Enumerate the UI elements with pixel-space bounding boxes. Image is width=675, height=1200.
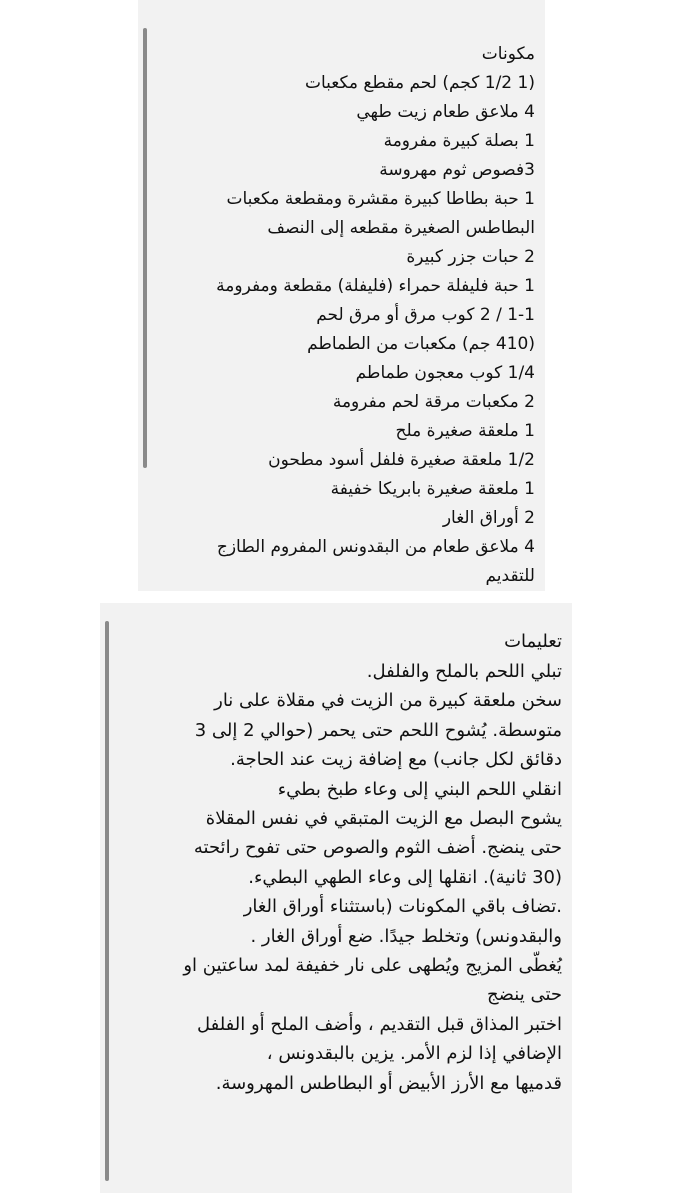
instructions-scrollbar[interactable] <box>105 621 109 1181</box>
instruction-line-2: سخن ملعقة كبيرة من الزيت في مقلاة على نار <box>214 690 562 712</box>
instruction-line-15: قدميها مع الأرز الأبيض أو البطاطس المهروسة. <box>215 1072 562 1094</box>
ingredient-line-5: 1 حبة بطاطا كبيرة مقشرة ومقطعة مكعبات <box>226 189 535 209</box>
ingredients-panel <box>138 0 545 591</box>
ingredient-line-17: 4 ملاعق طعام من البقدونس المفروم الطازج <box>216 537 535 557</box>
instruction-line-3: متوسطة. يُشوح اللحم حتى يحمر (حوالي 2 إلى 3 <box>194 719 562 741</box>
ingredient-line-16: 2 أوراق الغار <box>442 508 535 528</box>
ingredient-line-6: البطاطس الصغيرة مقطعه إلى النصف <box>267 218 535 238</box>
ingredient-line-8: 1 حبة فليفلة حمراء (فليفلة) مقطعة ومفرومة <box>216 276 535 296</box>
ingredient-line-3: 1 بصلة كبيرة مفرومة <box>383 131 535 151</box>
ingredient-line-18: للتقديم <box>485 566 535 586</box>
instruction-line-8: (30 ثانية). انقلها إلى وعاء الطهي البطيء. <box>248 866 562 888</box>
instruction-line-6: يشوح البصل مع الزيت المتبقي في نفس المقلاة <box>205 808 562 830</box>
ingredient-line-2: 4 ملاعق طعام زيت طهي <box>356 102 535 122</box>
ingredient-line-1: (1 1/2 كجم) لحم مقطع مكعبات <box>304 73 535 93</box>
ingredient-line-14: 1/2 ملعقة صغيرة فلفل أسود مطحون <box>268 450 535 470</box>
instruction-line-10: والبقدونس) وتخلط جيدًا. ضع أوراق الغار . <box>250 925 562 947</box>
ingredient-line-4: 3فصوص ثوم مهروسة <box>379 160 535 180</box>
ingredients-title: مكونات <box>481 44 535 64</box>
instructions-panel <box>100 603 572 1193</box>
instruction-line-14: الإضافي إذا لزم الأمر. يزين بالبقدونس ، <box>266 1043 562 1065</box>
ingredient-line-7: 2 حبات جزر كبيرة <box>406 247 535 267</box>
instruction-line-11: يُغطّى المزيج ويُطهى على نار خفيفة لمد ساعتين او <box>183 955 562 977</box>
instructions-title: تعليمات <box>504 631 562 652</box>
ingredient-line-11: 1/4 كوب معجون طماطم <box>355 363 535 383</box>
ingredient-line-9: 1-1 / 2 كوب مرق أو مرق لحم <box>316 305 535 325</box>
ingredient-line-15: 1 ملعقة صغيرة بابريكا خفيفة <box>330 479 535 499</box>
ingredients-scrollbar[interactable] <box>143 28 147 468</box>
instruction-line-7: حتى ينضج. أضف الثوم والصوص حتى تفوح رائحته <box>193 837 562 859</box>
instruction-line-1: تبلي اللحم بالملح والفلفل. <box>366 661 562 682</box>
instruction-line-12: حتى ينضج <box>487 984 562 1006</box>
instruction-line-4: دقائق لكل جانب) مع إضافة زيت عند الحاجة. <box>230 749 562 771</box>
ingredient-line-13: 1 ملعقة صغيرة ملح <box>395 421 535 441</box>
ingredient-line-12: 2 مكعبات مرقة لحم مفرومة <box>332 392 535 412</box>
ingredient-line-10: (410 جم) مكعبات من الطماطم <box>307 334 535 354</box>
instruction-line-13: اختبر المذاق قبل التقديم ، وأضف الملح أو الفلفل <box>196 1013 562 1035</box>
instruction-line-9: .تضاف باقي المكونات (باستثناء أوراق الغار <box>243 896 562 918</box>
instruction-line-5: انقلي اللحم البني إلى وعاء طبخ بطيء <box>277 778 562 800</box>
